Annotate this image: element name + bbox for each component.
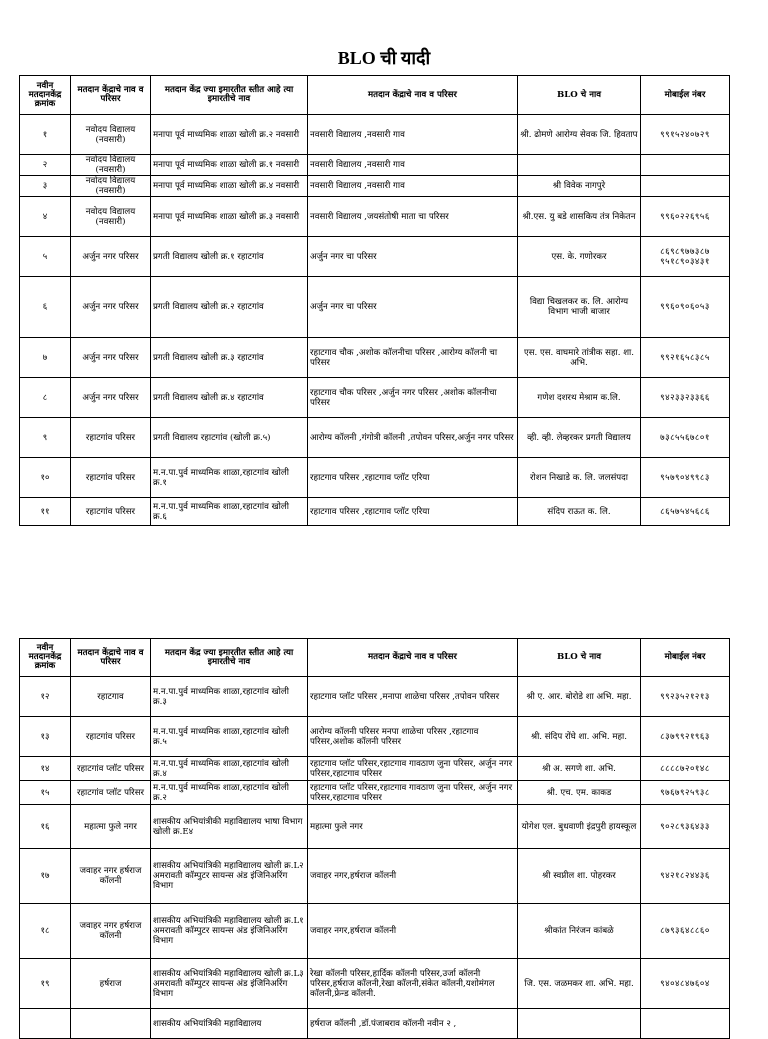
- building-name-cell: प्रगती विद्यालय खोली क्र.४ रहाटगांव: [151, 378, 308, 418]
- table-row: [20, 677, 730, 717]
- station-area-cell: रहाटगाव परिसर ,रहाटगाव प्लॉट एरिया: [308, 498, 518, 526]
- mobile-number-cell: ७३८५५६७८०१: [641, 418, 730, 458]
- station-name-cell: रहाटगांव परिसर: [71, 498, 151, 526]
- station-area-cell: अर्जुन नगर चा परिसर: [308, 237, 518, 277]
- station-area-cell: रहाटगाव प्लॉट परिसर,रहाटगाव गावठाण जुना परिसर, अर्जुन नगर परिसर,रहाटगाव परिसर: [308, 757, 518, 781]
- station-number-cell: ५: [20, 237, 71, 277]
- blo-name-cell: श्री. ढोमणे आरोग्य सेवक जि. हिवताप: [518, 115, 641, 155]
- building-name-cell: मनापा पूर्व माध्यमिक शाळा खोली क्र.४ नवसारी: [151, 176, 308, 197]
- station-number-cell: ७: [20, 338, 71, 378]
- mobile-number-cell: ८६९८९७७३८७ ९५१८९०३४३१: [641, 237, 730, 277]
- mobile-number-cell: ८८८८७२०१४८: [641, 757, 730, 781]
- header-station-number: नवीन मतदानकेंद्र क्रमांक: [20, 639, 71, 677]
- station-number-cell: १६: [20, 805, 71, 849]
- mobile-number-cell: ९५७९०४९९८३: [641, 458, 730, 498]
- blo-name-cell: एस. एस. वाघमारे तांत्रीक सहा. शा. अभि.: [518, 338, 641, 378]
- station-name-cell: नवोदय विद्यालय (नवसारी): [71, 155, 151, 176]
- station-area-cell: महात्मा फुले नगर: [308, 805, 518, 849]
- table-row: [20, 458, 730, 498]
- mobile-number-cell: ९४२१८२४४३६: [641, 849, 730, 904]
- table-row: [20, 904, 730, 959]
- table-row: [20, 849, 730, 904]
- station-area-cell: नवसारी विद्यालय ,नवसारी गाव: [308, 155, 518, 176]
- station-name-cell: अर्जुन नगर परिसर: [71, 237, 151, 277]
- blo-name-cell: व्ही. व्ही. लेव्हरकर प्रगती विद्यालय: [518, 418, 641, 458]
- table-row: [20, 378, 730, 418]
- building-name-cell: प्रगती विद्यालय खोली क्र.३ रहाटगांव: [151, 338, 308, 378]
- station-number-cell: ४: [20, 197, 71, 237]
- table-row: [20, 959, 730, 1009]
- station-area-cell: नवसारी विद्यालय ,नवसारी गाव: [308, 176, 518, 197]
- station-number-cell: ३: [20, 176, 71, 197]
- blo-name-cell: श्री स्वप्नील शा. पोहरकर: [518, 849, 641, 904]
- blo-name-cell: रोशन निखाडे क. लि. जलसंपदा: [518, 458, 641, 498]
- header-station-area: मतदान केंद्राचे नाव व परिसर: [308, 76, 518, 115]
- mobile-number-cell: ९०२८९३६४३३: [641, 805, 730, 849]
- station-area-cell: रेखा कॉलनी परिसर,हार्दिक कॉलनी परिसर,उर्जा कॉलनी परिसर,हर्षराज कॉलनी,रेखा कॉलनी,संकेत कॉलनी,यशोमंगल कॉलनी,फ्रेन्ड कॉलनी.: [308, 959, 518, 1009]
- header-mobile: मोबाईल नंबर: [641, 639, 730, 677]
- table-row: [20, 277, 730, 338]
- station-name-cell: नवोदय विद्यालय (नवसारी): [71, 176, 151, 197]
- table-row: [20, 418, 730, 458]
- station-name-cell: अर्जुन नगर परिसर: [71, 378, 151, 418]
- building-name-cell: प्रगती विद्यालय रहाटगांव (खोली क्र.५): [151, 418, 308, 458]
- mobile-number-cell: ९९२१६५८३८५: [641, 338, 730, 378]
- building-name-cell: शासकीय अभियांत्रिकी महाविद्यालय खोली क्र.L२ अमरावती कॉम्पुटर सायन्स अंड इंजिनिअरिंग विभाग: [151, 849, 308, 904]
- station-area-cell: जवाहर नगर,हर्षराज कॉलनी: [308, 904, 518, 959]
- station-name-cell: नवोदय विद्यालय (नवसारी): [71, 197, 151, 237]
- mobile-number-cell: ९९६०२२६९५६: [641, 197, 730, 237]
- station-number-cell: १४: [20, 757, 71, 781]
- blo-name-cell: जि. एस. जळमकर शा. अभि. महा.: [518, 959, 641, 1009]
- station-name-cell: नवोदय विद्यालय (नवसारी): [71, 115, 151, 155]
- building-name-cell: मनापा पूर्व माध्यमिक शाळा खोली क्र.२ नवसारी: [151, 115, 308, 155]
- station-name-cell: महात्मा फुले नगर: [71, 805, 151, 849]
- mobile-number-cell: ९९२३५२१२१३: [641, 677, 730, 717]
- station-name-cell: रहाटगांव प्लॉट परिसर: [71, 757, 151, 781]
- table-row: [20, 155, 730, 176]
- station-number-cell: ६: [20, 277, 71, 338]
- station-name-cell: अर्जुन नगर परिसर: [71, 277, 151, 338]
- header-station-name: मतदान केंद्राचे नाव व परिसर: [71, 76, 151, 115]
- station-area-cell: जवाहर नगर,हर्षराज कॉलनी: [308, 849, 518, 904]
- building-name-cell: म.न.पा.पुर्व माध्यमिक शाळा,रहाटगांव खोली क्र.३: [151, 677, 308, 717]
- building-name-cell: शासकीय अभियांत्रिकी महाविद्यालय: [151, 1009, 308, 1039]
- table-row: [20, 338, 730, 378]
- station-area-cell: आरोग्य कॉलनी परिसर मनपा शाळेचा परिसर ,रहाटगाव परिसर,अशोक कॉलनी परिसर: [308, 717, 518, 757]
- blo-name-cell: श्रीकांत निरंजन कांबळे: [518, 904, 641, 959]
- building-name-cell: मनापा पूर्व माध्यमिक शाळा खोली क्र.१ नवसारी: [151, 155, 308, 176]
- table-row: [20, 805, 730, 849]
- header-station-number: नवीन मतदानकेंद्र क्रमांक: [20, 76, 71, 115]
- table-row: [20, 717, 730, 757]
- blo-name-cell: एस. के. गणोरकर: [518, 237, 641, 277]
- mobile-number-cell: [641, 155, 730, 176]
- mobile-number-cell: ८६५७५४५६८६: [641, 498, 730, 526]
- mobile-number-cell: ९९१५२४०७२९: [641, 115, 730, 155]
- station-area-cell: हर्षराज कॉलनी ,डॉ.पंजाबराव कॉलनी नवीन २ ,: [308, 1009, 518, 1039]
- table-row: [20, 757, 730, 781]
- blo-name-cell: श्री ए. आर. बोरोडे शा अभि. महा.: [518, 677, 641, 717]
- station-area-cell: नवसारी विद्यालय ,जयसंतोषी माता चा परिसर: [308, 197, 518, 237]
- station-name-cell: जवाहर नगर हर्षराज कॉलनी: [71, 904, 151, 959]
- station-name-cell: रहाटगांव परिसर: [71, 418, 151, 458]
- building-name-cell: म.न.पा.पुर्व माध्यमिक शाळा,रहाटगांव खोली क्र.४: [151, 757, 308, 781]
- blo-name-cell: श्री विवेक नागपुरे: [518, 176, 641, 197]
- station-name-cell: अर्जुन नगर परिसर: [71, 338, 151, 378]
- station-name-cell: हर्षराज: [71, 959, 151, 1009]
- header-row: [20, 76, 730, 115]
- station-area-cell: रहाटगाव चौक ,अशोक कॉलनीचा परिसर ,आरोग्य कॉलनी चा परिसर: [308, 338, 518, 378]
- header-row: [20, 639, 730, 677]
- blo-table-1: [19, 75, 730, 526]
- station-number-cell: १९: [20, 959, 71, 1009]
- station-number-cell: १७: [20, 849, 71, 904]
- station-number-cell: १: [20, 115, 71, 155]
- blo-name-cell: [518, 155, 641, 176]
- table-row: [20, 197, 730, 237]
- blo-name-cell: संदिप राऊत क. लि.: [518, 498, 641, 526]
- station-area-cell: रहाटगाव प्लॉट परिसर,रहाटगाव गावठाण जुना परिसर, अर्जुन नगर परिसर,रहाटगाव परिसर: [308, 781, 518, 805]
- blo-name-cell: योगेश एल. बुधवाणी इंद्रपुरी हायस्कूल: [518, 805, 641, 849]
- header-building-name: मतदान केंद्र ज्या इमारतीत स्तीत आहे त्या इमारतीचे नाव: [151, 639, 308, 677]
- station-area-cell: रहाटगाव चौक परिसर ,अर्जुन नगर परिसर ,अशोक कॉलनीचा परिसर: [308, 378, 518, 418]
- building-name-cell: म.न.पा.पुर्व माध्यमिक शाळा,रहाटगांव खोली क्र.६: [151, 498, 308, 526]
- station-name-cell: जवाहर नगर हर्षराज कॉलनी: [71, 849, 151, 904]
- mobile-number-cell: ९९६०९०६०५३: [641, 277, 730, 338]
- building-name-cell: म.न.पा.पुर्व माध्यमिक शाळा,रहाटगांव खोली क्र.१: [151, 458, 308, 498]
- building-name-cell: म.न.पा.पुर्व माध्यमिक शाळा,रहाटगांव खोली क्र.५: [151, 717, 308, 757]
- building-name-cell: मनापा पूर्व माध्यमिक शाळा खोली क्र.३ नवसारी: [151, 197, 308, 237]
- header-station-area: मतदान केंद्राचे नाव व परिसर: [308, 639, 518, 677]
- station-number-cell: २: [20, 155, 71, 176]
- station-number-cell: १३: [20, 717, 71, 757]
- header-mobile: मोबाईल नंबर: [641, 76, 730, 115]
- station-area-cell: रहाटगाव प्लॉट परिसर ,मनापा शाळेचा परिसर ,तपोवन परिसर: [308, 677, 518, 717]
- blo-name-cell: गणेश दशरथ मेश्राम क.लि.: [518, 378, 641, 418]
- station-area-cell: आरोग्य कॉलनी ,गंगोत्री कॉलनी ,तपोवन परिसर,अर्जुन नगर परिसर: [308, 418, 518, 458]
- building-name-cell: शासकीय अभियांत्रिकी महाविद्यालय खोली क्र.L३ अमरावती कॉम्पुटर सायन्स अंड इंजिनिअरिंग विभाग: [151, 959, 308, 1009]
- station-number-cell: १५: [20, 781, 71, 805]
- station-number-cell: ११: [20, 498, 71, 526]
- blo-name-cell: श्री. संदिप रोंघे शा. अभि. महा.: [518, 717, 641, 757]
- building-name-cell: प्रगती विद्यालय खोली क्र.१ रहाटगांव: [151, 237, 308, 277]
- mobile-number-cell: ९४०४८४७६०४: [641, 959, 730, 1009]
- station-number-cell: १२: [20, 677, 71, 717]
- blo-table-2: [19, 638, 730, 1039]
- station-area-cell: रहाटगाव परिसर ,रहाटगाव प्लॉट एरिया: [308, 458, 518, 498]
- station-area-cell: नवसारी विद्यालय ,नवसारी गाव: [308, 115, 518, 155]
- mobile-number-cell: ९४२३३२३३६६: [641, 378, 730, 418]
- table-row: [20, 781, 730, 805]
- table-row: [20, 176, 730, 197]
- blo-name-cell: श्री. एच. एम. काकड: [518, 781, 641, 805]
- station-name-cell: रहाटगांव परिसर: [71, 458, 151, 498]
- building-name-cell: शासकीय अभियांत्रिकी महाविद्यालय खोली क्र.L१ अमरावती कॉम्पुटर सायन्स अंड इंजिनिअरिंग विभाग: [151, 904, 308, 959]
- station-number-cell: ९: [20, 418, 71, 458]
- blo-name-cell: श्री.एस. यु बडे शासकिय तंत्र निकेतन: [518, 197, 641, 237]
- page-title: BLO ची यादी: [337, 48, 431, 68]
- table-row: [20, 498, 730, 526]
- station-number-cell: १०: [20, 458, 71, 498]
- blo-name-cell: श्री अ. सगणे शा. अभि.: [518, 757, 641, 781]
- header-blo-name: BLO चे नाव: [518, 639, 641, 677]
- mobile-number-cell: ८३७९९२१९६३: [641, 717, 730, 757]
- header-station-name: मतदान केंद्राचे नाव व परिसर: [71, 639, 151, 677]
- building-name-cell: शासकीय अभियांत्रीकी महाविद्यालय भाषा विभाग खोली क्र.E४: [151, 805, 308, 849]
- mobile-number-cell: ८७९३६४८८६०: [641, 904, 730, 959]
- header-building-name: मतदान केंद्र ज्या इमारतीत स्तीत आहे त्या इमारतीचे नाव: [151, 76, 308, 115]
- header-blo-name: BLO चे नाव: [518, 76, 641, 115]
- station-number-cell: ८: [20, 378, 71, 418]
- station-name-cell: रहाटगाव: [71, 677, 151, 717]
- station-number-cell: १८: [20, 904, 71, 959]
- building-name-cell: प्रगती विद्यालय खोली क्र.२ रहाटगांव: [151, 277, 308, 338]
- station-area-cell: अर्जुन नगर चा परिसर: [308, 277, 518, 338]
- station-name-cell: रहाटगांव परिसर: [71, 717, 151, 757]
- table-row: [20, 237, 730, 277]
- station-name-cell: रहाटगांव प्लॉट परिसर: [71, 781, 151, 805]
- mobile-number-cell: ९७६७९२५९३८: [641, 781, 730, 805]
- building-name-cell: म.न.पा.पुर्व माध्यमिक शाळा,रहाटगांव खोली क्र.२: [151, 781, 308, 805]
- table-row: [20, 115, 730, 155]
- mobile-number-cell: [641, 176, 730, 197]
- blo-name-cell: विद्या चिखलकर क. लि. आरोग्य विभाग भाजी बाजार: [518, 277, 641, 338]
